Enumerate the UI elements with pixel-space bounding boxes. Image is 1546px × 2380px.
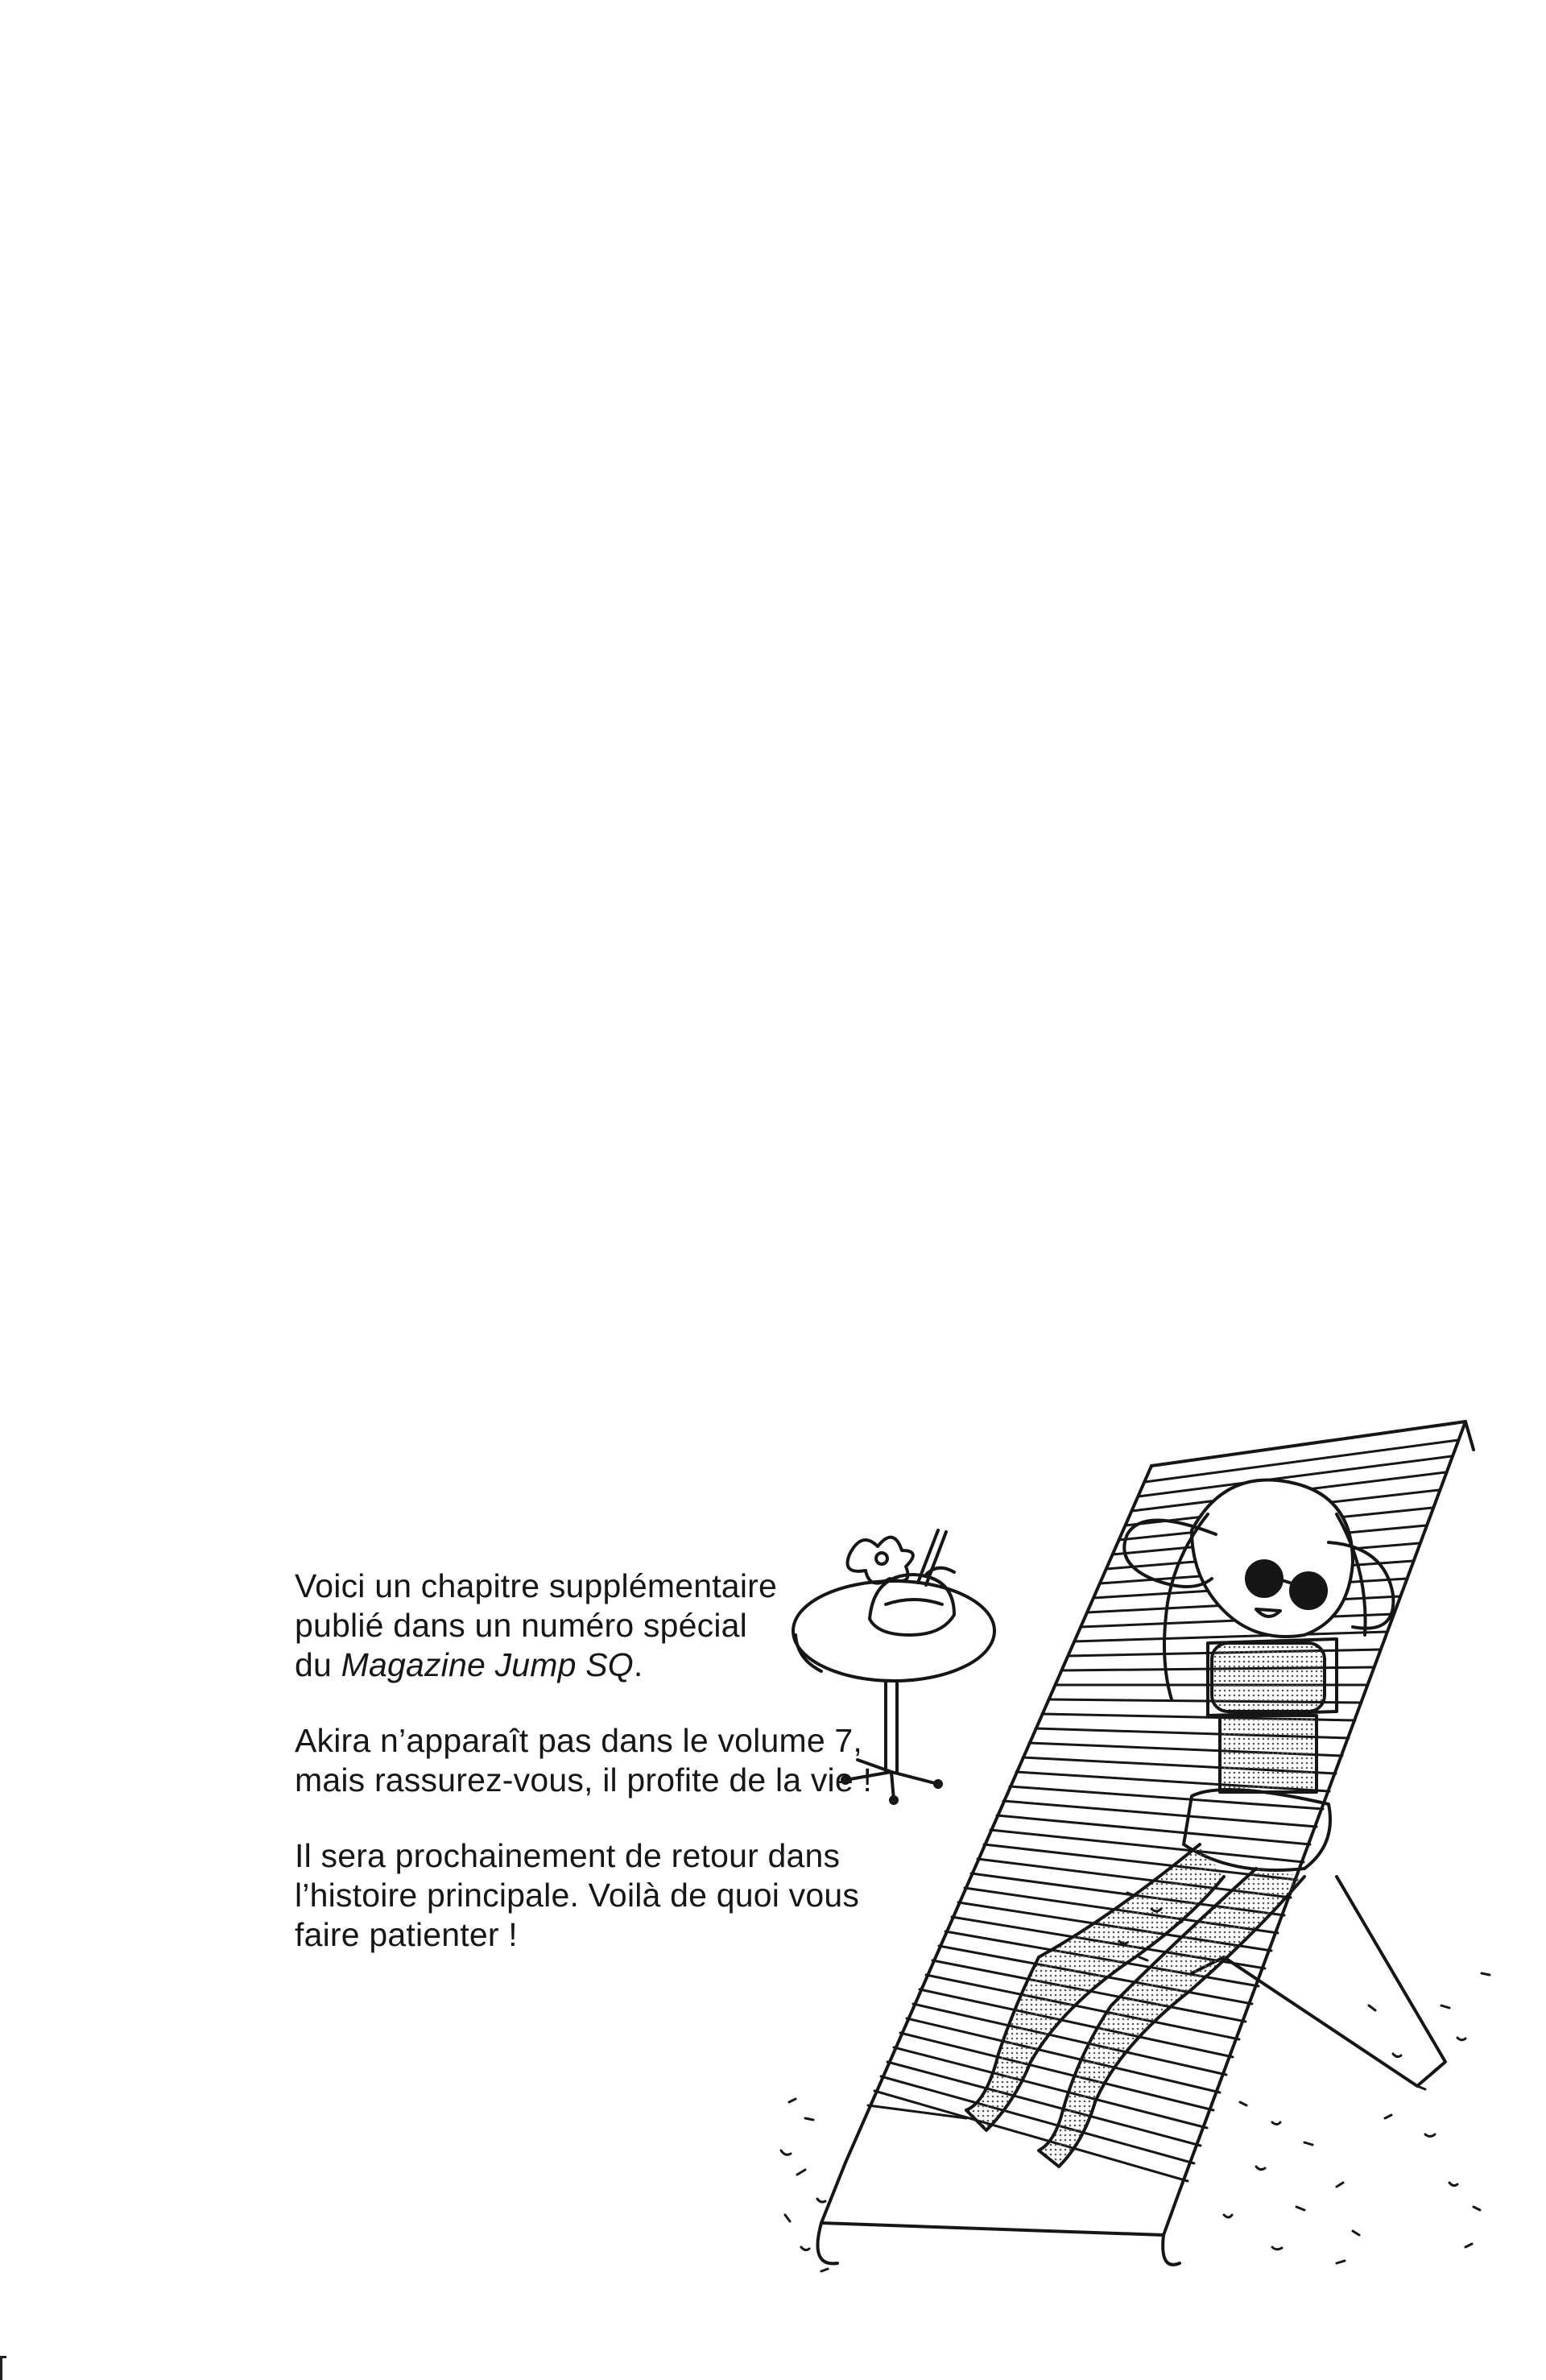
page-corner-mark: [0, 2356, 6, 2380]
note-line: publié dans un numéro spécial: [295, 1607, 747, 1644]
chair-slats: [868, 1440, 1458, 2181]
note-line: mais rassurez-vous, il profite de la vie !: [295, 1761, 873, 1798]
note-line: l’histoire principale. Voilà de quoi vous: [295, 1877, 860, 1914]
note-line-suffix: .: [633, 1646, 643, 1683]
note-line-prefix: du: [295, 1646, 341, 1683]
note-line: Il sera prochainement de retour dans: [295, 1837, 841, 1874]
magazine-title: Magazine Jump SQ: [341, 1646, 634, 1683]
note-line: Voici un chapitre supplémentaire: [295, 1567, 777, 1604]
note-line: faire patienter !: [295, 1916, 518, 1953]
deck-chair-illustration-icon: [773, 1393, 1498, 2376]
side-table: [793, 1581, 994, 1803]
note-line: Akira n’apparaît pas dans le volume 7,: [295, 1722, 863, 1759]
